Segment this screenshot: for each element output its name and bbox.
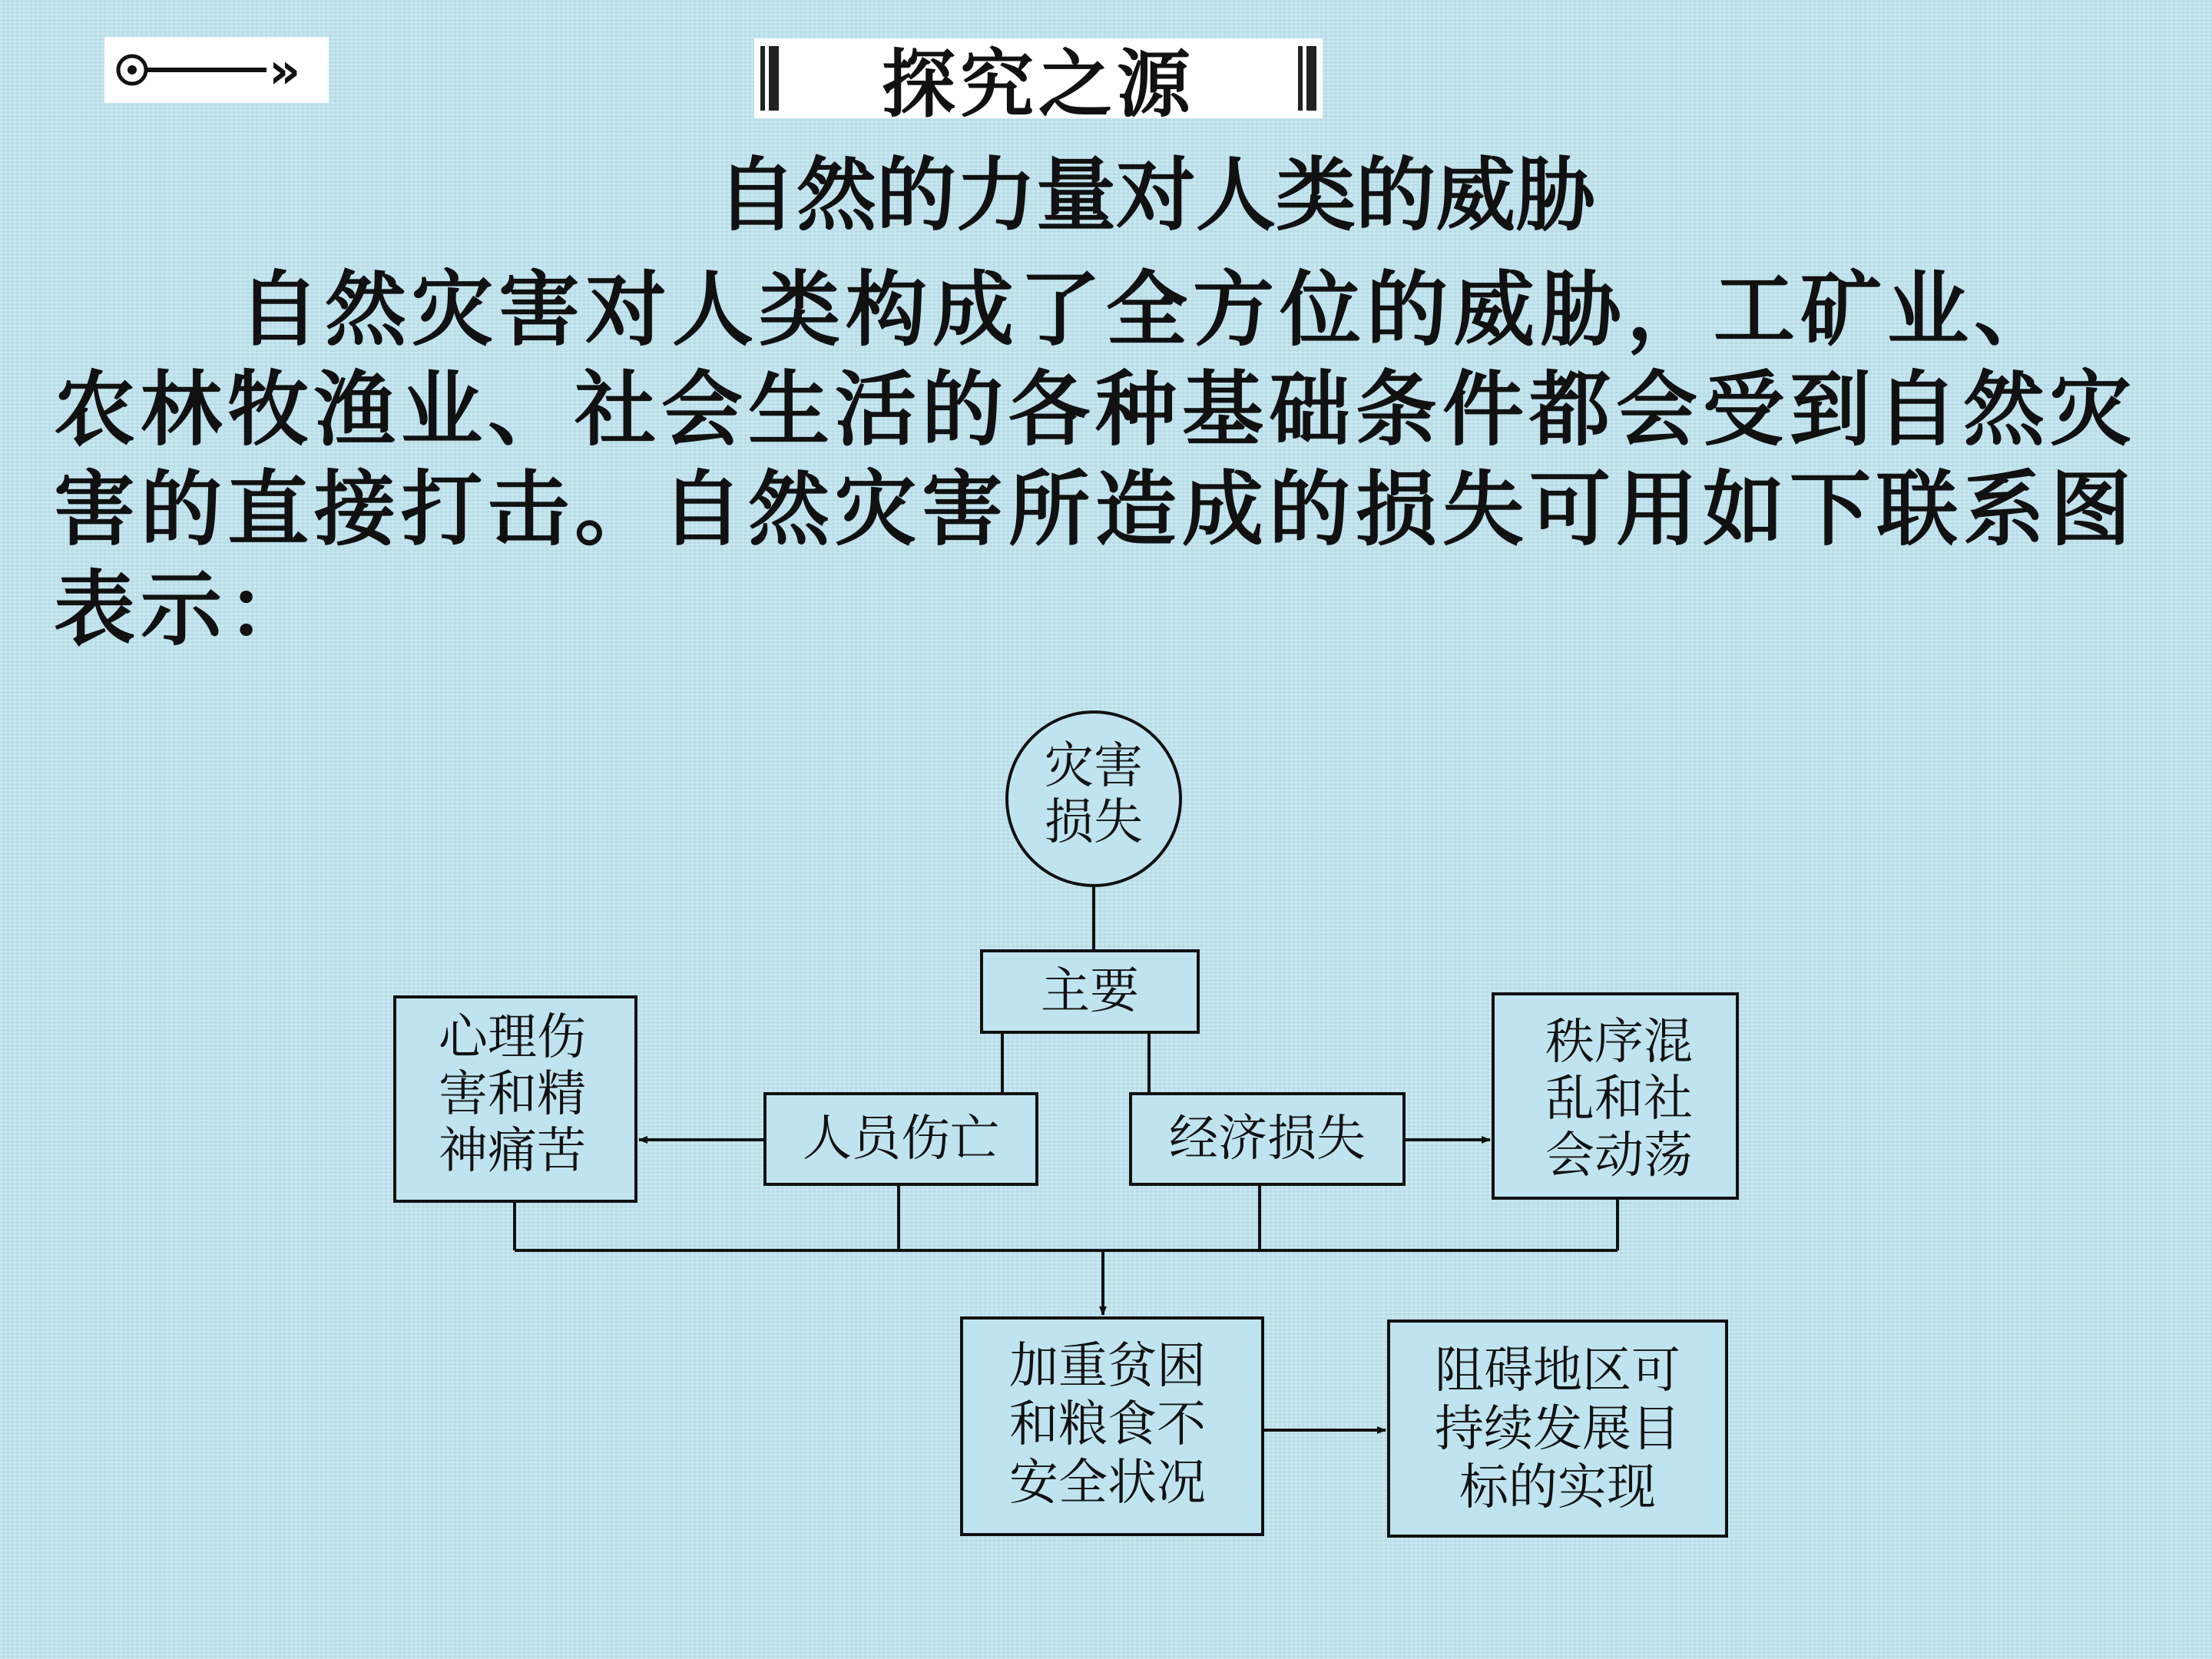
node-root-label-2: 损失 bbox=[1045, 794, 1143, 851]
node-social-label-1: 秩序混 bbox=[1545, 1014, 1693, 1071]
node-poverty-label-2: 和粮食不 bbox=[1009, 1396, 1206, 1453]
node-main-label: 主要 bbox=[1041, 963, 1139, 1020]
node-psychological-label-1: 心理伤 bbox=[439, 1009, 586, 1066]
node-obstacle-label-3: 标的实现 bbox=[1459, 1459, 1656, 1516]
section-header-label: 探究之源 bbox=[882, 41, 1195, 127]
node-poverty-label-3: 安全状况 bbox=[1009, 1455, 1206, 1512]
node-social-label-3: 会动荡 bbox=[1545, 1128, 1693, 1184]
node-root-label-1: 灾害 bbox=[1045, 738, 1143, 795]
node-obstacle-label-1: 阻碍地区可 bbox=[1435, 1343, 1681, 1399]
node-psychological-label-2: 害和精 bbox=[439, 1066, 586, 1123]
node-psychological-label-3: 神痛苦 bbox=[439, 1123, 586, 1180]
node-social-label-2: 乱和社 bbox=[1545, 1071, 1693, 1128]
node-economic-label: 经济损失 bbox=[1169, 1111, 1366, 1167]
node-poverty-label-1: 加重贫困 bbox=[1009, 1338, 1206, 1395]
page-title: 自然的力量对人类的威胁 bbox=[716, 148, 1595, 242]
body-paragraph: 自然灾害对人类构成了全方位的威胁，工矿业、农林牧渔业、社会生活的各种基础条件都会受到自然灾害的直接打击。自然灾害所造成的损失可用如下联系图表示： bbox=[54, 261, 2137, 657]
svg-text:»: » bbox=[269, 43, 301, 97]
node-obstacle-label-2: 持续发展目 bbox=[1435, 1401, 1681, 1458]
node-casualties-label: 人员伤亡 bbox=[803, 1111, 999, 1167]
